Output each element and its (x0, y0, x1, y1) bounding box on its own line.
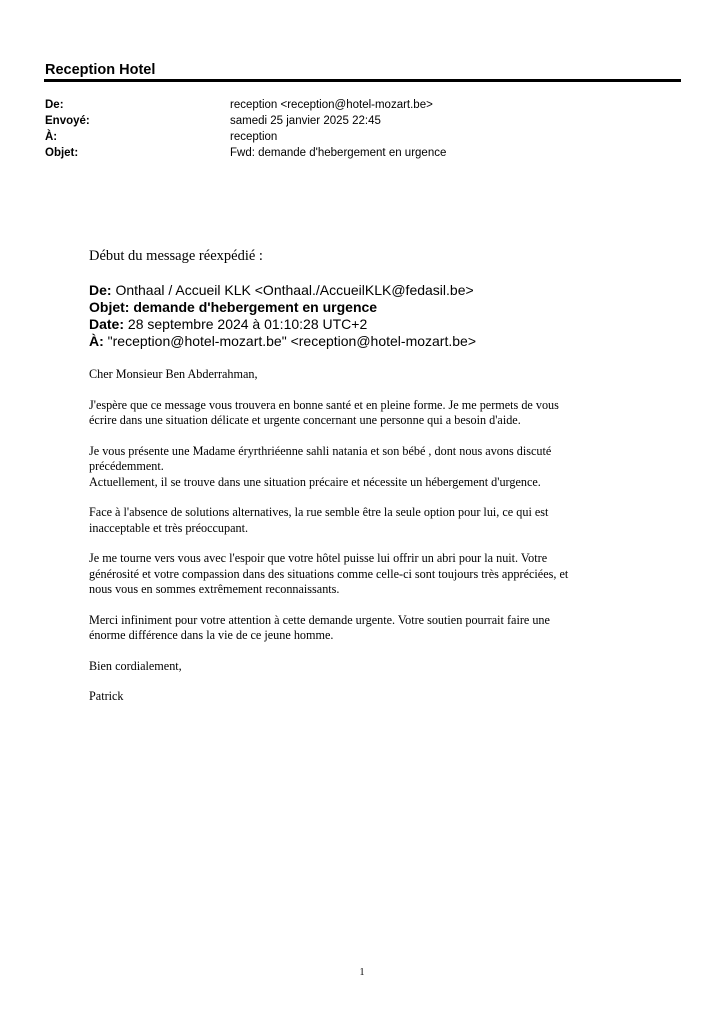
forwarded-to (89, 333, 689, 350)
meta-row-subject (45, 145, 665, 161)
forwarded-date-value: 28 septembre 2024 à 01:10:28 UTC+2 (127, 316, 368, 332)
paragraph-line: écrire dans une situation délicate et urgente concernant une personne qui a besoin d'aide. (89, 413, 521, 427)
meta-row-to (45, 129, 665, 145)
forwarded-subject-label: Objet: (89, 299, 130, 315)
page-number: 1 (359, 967, 365, 978)
forwarded-from-label: De: (89, 282, 112, 298)
meta-value: samedi 25 janvier 2025 22:45 (230, 115, 381, 127)
paragraph-line: précédemment. (89, 459, 164, 473)
forwarded-subject-value: demande d'hebergement en urgence (133, 299, 378, 315)
paragraph-line: Merci infiniment pour votre attention à cette demande urgente. Votre soutien pourrait faire une (89, 612, 550, 627)
paragraph-line: Actuellement, il se trouve dans une situation précaire et nécessite un hébergement d'urgence. (89, 474, 541, 489)
forwarded-from (89, 282, 689, 299)
paragraph-line: Je vous présente une Madame éryrthriéenne sahli natania et son bébé , dont nous avons discuté (89, 443, 552, 458)
paragraph-line: nous vous en sommes extrêmement reconnaissants. (89, 582, 340, 596)
forwarded-to-value: "reception@hotel-mozart.be" <reception@hotel-mozart.be> (107, 333, 476, 349)
meta-value: reception <reception@hotel-mozart.be> (230, 99, 433, 111)
forwarded-date-label: Date: (89, 316, 125, 332)
meta-label: De: (45, 99, 64, 111)
forwarded-to-label: À: (89, 333, 104, 349)
forwarded-subject (89, 299, 689, 316)
forwarded-from-value: Onthaal / Accueil KLK <Onthaal./AccueilKLK@fedasil.be> (115, 282, 474, 298)
forwarded-intro: Début du message réexpédié : (89, 248, 263, 264)
meta-label: À: (45, 131, 58, 143)
forwarded-header (89, 282, 689, 350)
paragraph-line: Face à l'absence de solutions alternatives, la rue semble être la seule option pour lui, ce qui est (89, 505, 549, 519)
meta-label: Objet: (45, 147, 79, 159)
message-body (89, 367, 649, 705)
paragraph-line: J'espère que ce message vous trouvera en bonne santé et en pleine forme. Je me permets de vous (89, 397, 559, 412)
meta-value: Fwd: demande d'hebergement en urgence (230, 147, 447, 159)
meta-row-sent (45, 113, 665, 129)
document-title: Reception Hotel (45, 62, 156, 78)
paragraph-line: générosité et votre compassion dans des situations comme celle-ci sont toujours très appréciées, et (89, 566, 569, 581)
title-rule (44, 79, 681, 82)
meta-row-from (45, 97, 665, 113)
paragraph-line: Je me tourne vers vous avec l'espoir que votre hôtel puisse lui offrir un abri pour la nuit. Votre (89, 551, 548, 565)
meta-value: reception (230, 131, 278, 143)
greeting: Cher Monsieur Ben Abderrahman, (89, 367, 258, 381)
signature: Patrick (89, 689, 124, 703)
meta-label: Envoyé: (45, 115, 90, 127)
email-meta (45, 97, 665, 161)
paragraph-line: énorme différence dans la vie de ce jeune homme. (89, 628, 334, 642)
paragraph-line: inacceptable et très préoccupant. (89, 520, 249, 535)
forwarded-date (89, 316, 689, 333)
closing: Bien cordialement, (89, 658, 182, 673)
